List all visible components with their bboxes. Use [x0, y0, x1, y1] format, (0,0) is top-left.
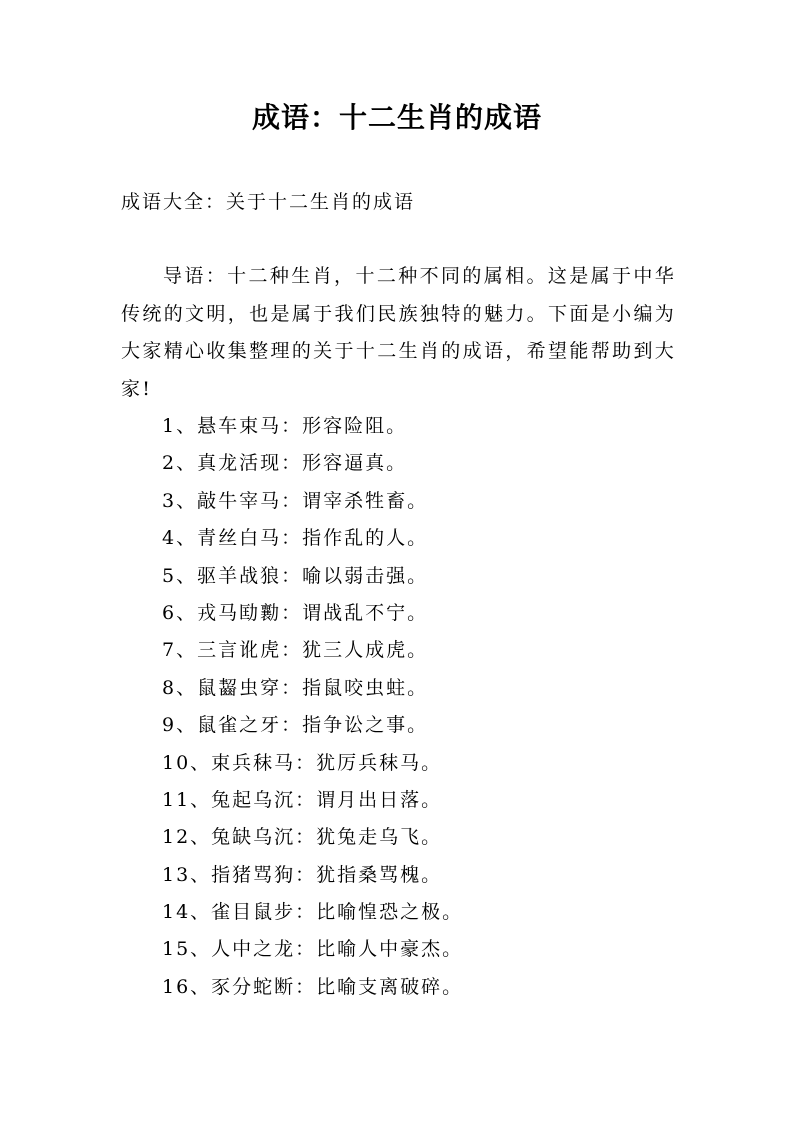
idiom-list [162, 408, 463, 1006]
list-item: 6、戎马劻勷：谓战乱不宁。 [162, 601, 429, 624]
list-item: 15、人中之龙：比喻人中豪杰。 [162, 938, 464, 961]
list-item: 2、真龙活现：形容逼真。 [162, 452, 408, 475]
list-item: 3、敲牛宰马：谓宰杀牲畜。 [162, 489, 429, 512]
intro-paragraph: 导语：十二种生肖，十二种不同的属相。这是属于中华传统的文明，也是属于我们民族独特的魅力。下面是小编为大家精心收集整理的关于十二生肖的成语，希望能帮助到大家! [121, 265, 676, 400]
list-item: 10、束兵秣马：犹厉兵秣马。 [162, 751, 443, 774]
list-item: 8、鼠齧虫穿：指鼠咬虫蛀。 [162, 676, 429, 699]
list-item: 9、鼠雀之牙：指争讼之事。 [162, 714, 429, 737]
list-item: 12、兔缺乌沉：犹兔走乌飞。 [162, 826, 443, 849]
list-item: 14、雀目鼠步：比喻惶恐之极。 [162, 901, 464, 924]
list-item: 7、三言讹虎：犹三人成虎。 [162, 639, 429, 662]
list-item: 5、驱羊战狼：喻以弱击强。 [162, 564, 429, 587]
list-item: 11、兔起乌沉：谓月出日落。 [162, 788, 443, 811]
document-title: 成语：十二生肖的成语 [251, 101, 542, 134]
list-item: 4、青丝白马：指作乱的人。 [162, 527, 429, 550]
list-item: 13、指猪骂狗：犹指桑骂槐。 [162, 863, 443, 886]
list-item: 16、豕分蛇断：比喻支离破碎。 [162, 975, 464, 998]
document-subtitle: 成语大全：关于十二生肖的成语 [121, 191, 416, 213]
list-item: 1、悬车束马：形容险阻。 [162, 415, 408, 437]
